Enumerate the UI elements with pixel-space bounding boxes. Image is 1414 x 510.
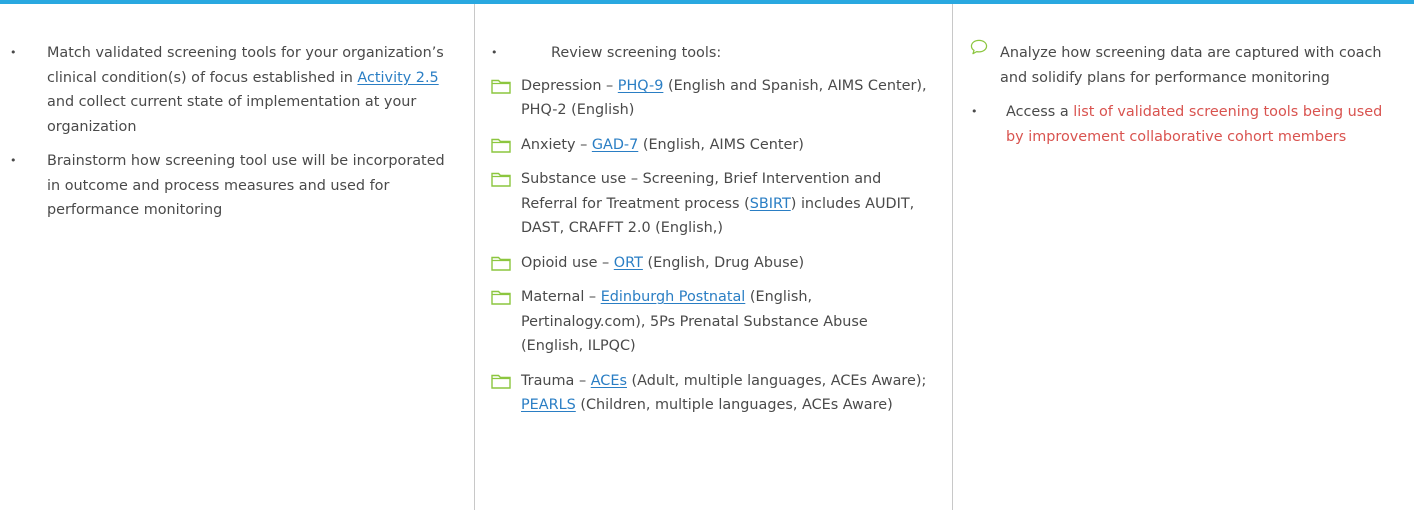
item-text-post: (English, AIMS Center): [638, 136, 804, 153]
item-text-pre: Match validated screening tools for your organization’s clinical condition(s) of focus established in: [47, 45, 444, 86]
column-activities: [0, 4, 474, 510]
intro-text: Review screening tools:: [551, 45, 722, 61]
tool-item-depression: [491, 74, 932, 123]
aces-link[interactable]: ACEs: [590, 372, 627, 389]
item-text: Brainstorm how screening tool use will be incorporated in outcome and process measures and used for performance monitoring: [47, 153, 445, 218]
pearls-link[interactable]: PEARLS: [521, 397, 576, 413]
tool-item-opioid-use: [491, 251, 932, 276]
phq9-link[interactable]: PHQ-9: [617, 77, 664, 94]
list-item: [969, 100, 1394, 149]
tool-item-anxiety: [491, 133, 932, 158]
item-text: Analyze how screening data are captured with coach and solidify plans for performance monitoring: [1000, 45, 1382, 86]
folder-icon: [491, 171, 511, 187]
folder-icon: [491, 255, 511, 271]
folder-icon: [491, 78, 511, 94]
tool-item-trauma: [491, 369, 932, 418]
item-text-post: ) includes AUDIT, DAST, CRAFFT 2.0 (English,): [521, 195, 915, 236]
item-text-pre: Depression –: [521, 77, 618, 94]
item-text-post: (English, Drug Abuse): [642, 254, 805, 271]
folder-icon: [491, 373, 511, 389]
bullet-icon: •: [10, 154, 17, 167]
item-text-pre: Trauma –: [521, 372, 591, 389]
item-text-mid: (Adult, multiple languages, ACEs Aware);: [626, 372, 927, 389]
bullet-icon: •: [10, 46, 17, 59]
item-text-pre: Anxiety –: [521, 136, 592, 153]
gad7-link[interactable]: GAD-7: [591, 136, 639, 153]
tool-item-maternal: [491, 285, 932, 359]
item-text-pre: Substance use – Screening, Brief Intervention and Referral for Treatment process (: [521, 171, 882, 212]
bullet-icon: •: [491, 46, 498, 59]
activity-2-5-link[interactable]: Activity 2.5: [357, 69, 439, 86]
list-item: [969, 41, 1394, 90]
edinburgh-postnatal-link[interactable]: Edinburgh Postnatal: [600, 289, 746, 305]
item-text-pre: Access a: [1006, 104, 1074, 120]
folder-icon: [491, 137, 511, 153]
item-text-post: and collect current state of implementation at your organization: [47, 94, 417, 135]
item-text-post: (English, Pertinalogy.com), 5Ps Prenatal Substance Abuse (English, ILPQC): [521, 289, 868, 354]
screening-tools-list-link[interactable]: list of validated screening tools being used by improvement collaborative cohort members: [1006, 104, 1383, 145]
ort-link[interactable]: ORT: [613, 254, 643, 271]
column-coaching: [952, 4, 1414, 510]
item-text-pre: Opioid use –: [521, 254, 614, 271]
list-item: [10, 41, 454, 139]
tool-item-substance-use: [491, 167, 932, 241]
list-item-intro: [491, 41, 932, 66]
bullet-icon: •: [971, 105, 978, 118]
item-text-post: (English and Spanish, AIMS Center), PHQ-2 (English): [521, 77, 927, 118]
list-item: [10, 149, 454, 223]
folder-icon: [491, 289, 511, 305]
item-text-pre: Maternal –: [521, 289, 601, 305]
chat-bubble-icon: [969, 39, 989, 55]
column-screening-tools: [474, 4, 952, 510]
item-text-post: (Children, multiple languages, ACEs Aware): [575, 397, 893, 413]
sbirt-link[interactable]: SBIRT: [749, 195, 791, 212]
